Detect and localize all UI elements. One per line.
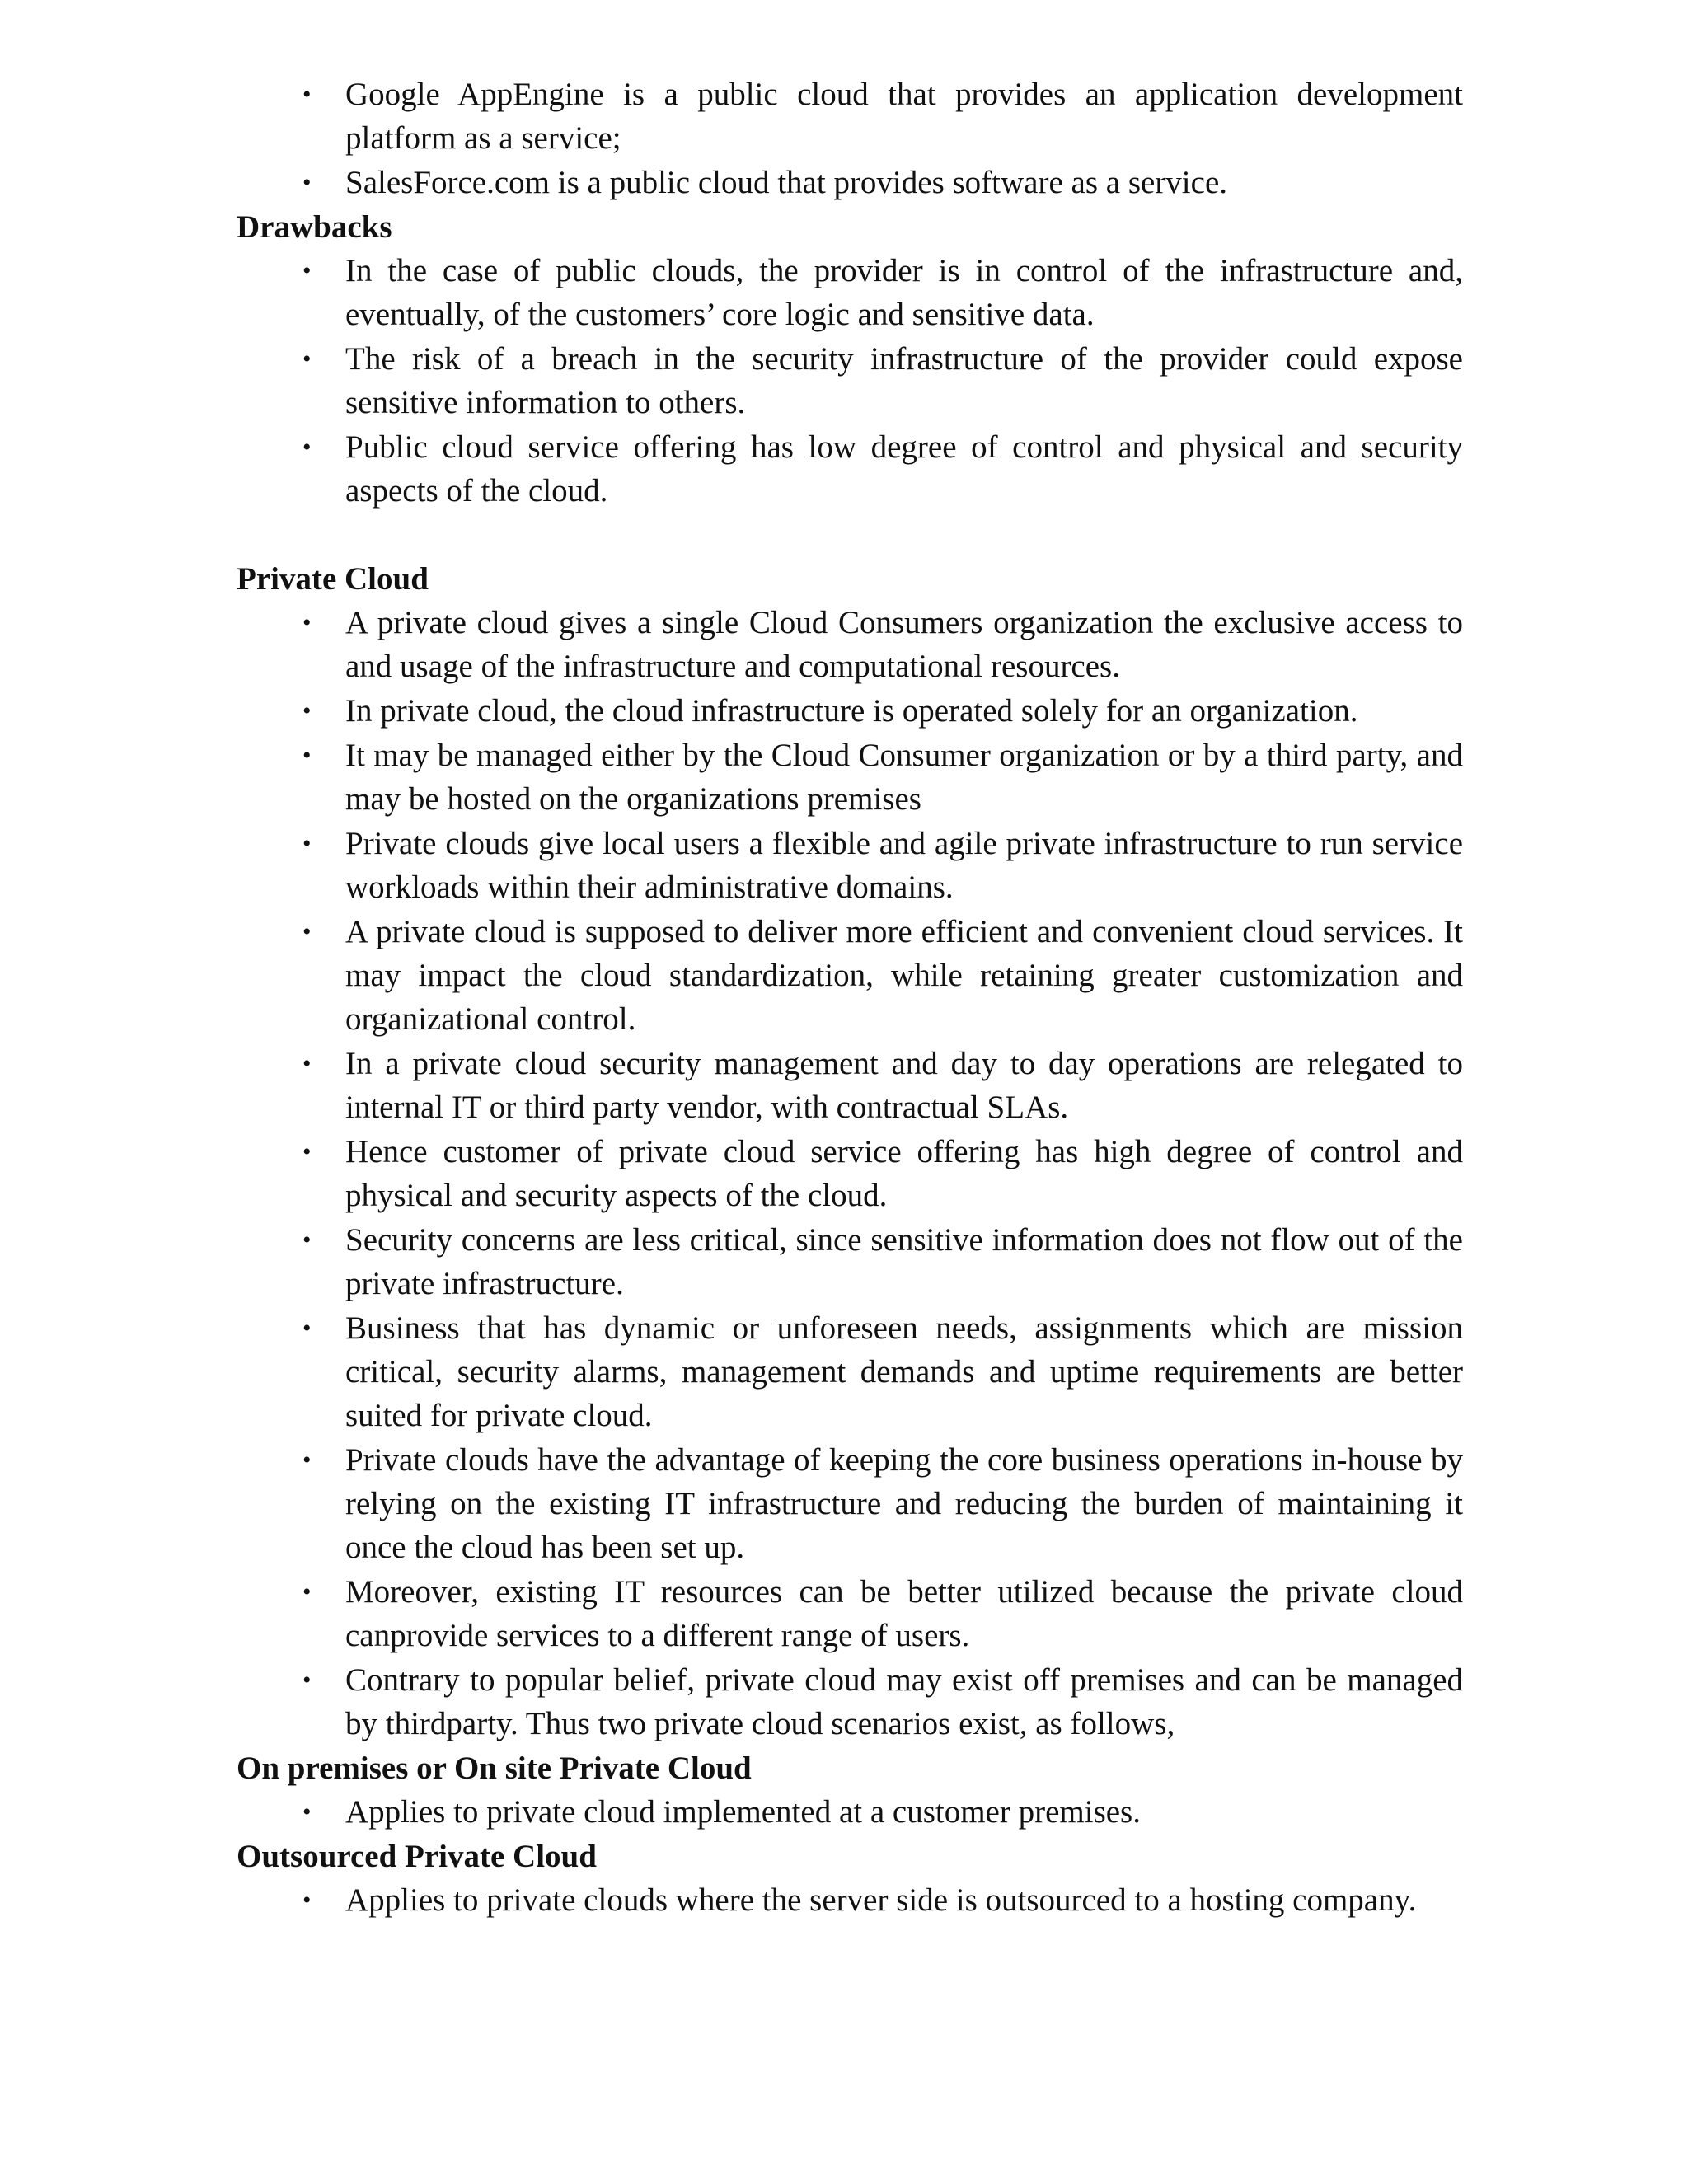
list-item: • Business that has dynamic or unforeseen needs, assignments which are mission critical, security alarms, management demands and uptime requirements are better suited for private cloud. [237,1306,1463,1437]
bullet-icon: • [302,1666,312,1694]
list-item: • A private cloud is supposed to deliver more efficient and convenient cloud services. It may impact the cloud standardization, while retaining greater customization and organizational control. [237,910,1463,1041]
bullet-icon: • [302,609,312,636]
bullet-icon: • [302,257,312,284]
bullet-icon: • [302,830,312,857]
private-cloud-heading: Private Cloud [237,561,429,597]
bullet-icon: • [302,1050,312,1077]
list-item: • Moreover, existing IT resources can be better utilized because the private cloud canprovide services to a different range of users. [237,1570,1463,1657]
section-spacer [237,513,1463,557]
bullet-icon: • [302,169,312,196]
bullet-icon: • [302,434,312,461]
list-item: • Hence customer of private cloud service offering has high degree of control and physical and security aspects of the cloud. [237,1130,1463,1217]
list-item: • Private clouds have the advantage of keeping the core business operations in-house by relying on the existing IT infrastructure and reducing the burden of maintaining it once the cloud has been set up. [237,1438,1463,1569]
document-page [237,73,1463,1923]
bullet-icon: • [302,1798,312,1825]
on-premises-heading: On premises or On site Private Cloud [237,1750,752,1786]
list-item: • A private cloud gives a single Cloud Consumers organization the exclusive access to and usage of the infrastructure and computational resources. [237,601,1463,688]
outsourced-list [237,1878,1463,1922]
drawbacks-list [237,249,1463,513]
private-cloud-list [237,601,1463,1746]
list-item: • In a private cloud security management and day to day operations are relegated to internal IT or third party vendor, with contractual SLAs. [237,1042,1463,1129]
list-item: • The risk of a breach in the security infrastructure of the provider could expose sensitive information to others. [237,337,1463,424]
bullet-icon: • [302,81,312,108]
outsourced-heading: Outsourced Private Cloud [237,1839,597,1874]
intro-list [237,73,1463,204]
bullet-icon: • [302,1226,312,1254]
list-item: • Applies to private cloud implemented at a customer premises. [237,1790,1463,1834]
bullet-icon: • [302,1578,312,1605]
list-item: • Applies to private clouds where the server side is outsourced to a hosting company. [237,1878,1463,1922]
bullet-icon: • [302,345,312,373]
on-premises-list [237,1790,1463,1834]
list-item: • In private cloud, the cloud infrastructure is operated solely for an organization. [237,689,1463,733]
list-item: • Private clouds give local users a flexible and agile private infrastructure to run service workloads within their administrative domains. [237,822,1463,909]
bullet-icon: • [302,1138,312,1165]
bullet-icon: • [302,742,312,769]
list-item: • SalesForce.com is a public cloud that provides software as a service. [237,161,1463,204]
bullet-icon: • [302,1315,312,1342]
list-item: • Google AppEngine is a public cloud that provides an application development platform as a service; [237,73,1463,160]
list-item: • Contrary to popular belief, private cloud may exist off premises and can be managed by thirdparty. Thus two private cloud scenarios exist, as follows, [237,1658,1463,1746]
bullet-icon: • [302,1446,312,1474]
drawbacks-heading: Drawbacks [237,209,392,245]
list-item: • Security concerns are less critical, since sensitive information does not flow out of the private infrastructure. [237,1218,1463,1305]
list-item: • Public cloud service offering has low degree of control and physical and security aspects of the cloud. [237,425,1463,513]
list-item: • It may be managed either by the Cloud Consumer organization or by a third party, and may be hosted on the organizations premises [237,733,1463,821]
bullet-icon: • [302,697,312,724]
bullet-icon: • [302,918,312,945]
bullet-icon: • [302,1886,312,1914]
list-item: • In the case of public clouds, the provider is in control of the infrastructure and, eventually, of the customers’ core logic and sensitive data. [237,249,1463,336]
